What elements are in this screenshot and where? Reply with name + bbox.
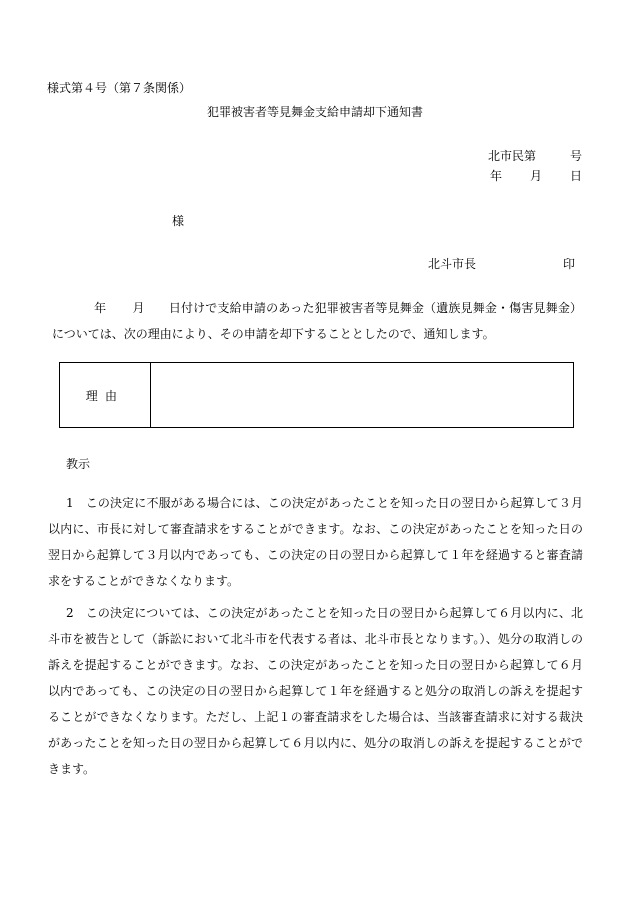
- date-year-label: 年: [489, 169, 502, 183]
- reason-content-field[interactable]: [151, 363, 573, 427]
- notice-item-number: 1: [66, 496, 74, 510]
- main-paragraph-month: 月: [132, 301, 145, 315]
- date-day-label: 日: [569, 169, 582, 183]
- reference-number: [488, 150, 582, 162]
- document-title: 犯罪被害者等見舞金支給申請却下通知書: [206, 105, 423, 119]
- reference-number-prefix: 北市民第: [487, 149, 536, 163]
- main-paragraph-year: 年: [94, 301, 107, 315]
- addressee-honorific: 様: [172, 214, 185, 228]
- date-month-label: 月: [529, 169, 542, 183]
- issue-date: [490, 170, 582, 182]
- notice-item-text: この決定については、この決定があったことを知った日の翌日から起算して６月以内に、北斗市を被告として（訴訟において北斗市を代表する者は、北斗市長となります。）、処分の取消しの訴えを提起することができます。なお、この決定があったことを知った日の翌日から起算して６月以内であっても、この決定の日の翌日から起算して１年を経過すると処分の取消しの訴えを提起することができなくなります。ただし、上記１の審査請求をした場合は、当該審査請求に対する裁決があったことを知った日の翌日から起算して６月以内に、処分の取消しの訴えを提起することができます。: [48, 606, 583, 776]
- form-label: 様式第４号（第７条関係）: [47, 81, 192, 95]
- reference-number-suffix: 号: [569, 149, 582, 163]
- notice-item-number: 2: [66, 606, 74, 620]
- notice-item-2: [48, 600, 583, 782]
- notice-item-1: [48, 490, 583, 594]
- reason-box: [59, 362, 574, 428]
- main-paragraph-text: 日付けで支給申請のあった犯罪被害者等見舞金（遺族見舞金・傷害見舞金）については、次の理由により、その申請を却下することとしたので、通知します。: [52, 301, 582, 341]
- reason-label: 理由: [60, 363, 151, 427]
- main-paragraph: [52, 295, 582, 347]
- notice-item-text: この決定に不服がある場合には、この決定があったことを知った日の翌日から起算して３月以内に、市長に対して審査請求をすることができます。なお、この決定があったことを知った日の翌日から起算して３月以内であっても、この決定の日の翌日から起算して１年を経過すると審査請求をすることができなくなります。: [48, 496, 583, 588]
- issuer-title: 北斗市長: [428, 257, 477, 271]
- seal-mark: 印: [563, 257, 576, 271]
- notice-heading: 教示: [66, 457, 91, 471]
